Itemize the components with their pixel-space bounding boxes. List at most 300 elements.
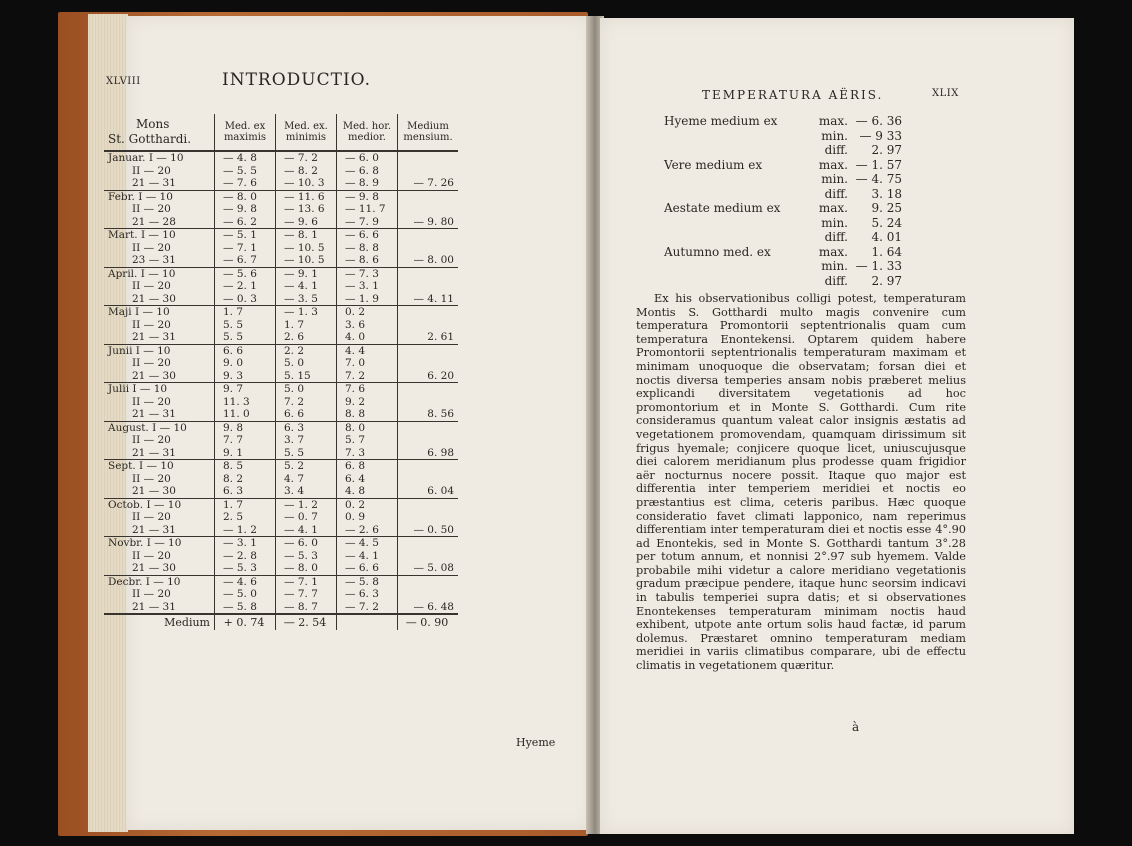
period-cell bbox=[104, 447, 215, 460]
summary-med bbox=[337, 614, 398, 630]
table-row bbox=[104, 537, 458, 550]
period-cell bbox=[104, 601, 215, 615]
med-cell: — 7. 9 bbox=[337, 216, 398, 229]
period-cell bbox=[104, 575, 215, 588]
season-value: 4. 01 bbox=[871, 230, 902, 244]
period-text: II — 20 bbox=[132, 164, 171, 177]
table-row bbox=[104, 280, 458, 293]
period-cell bbox=[104, 485, 215, 498]
season-row bbox=[664, 216, 902, 231]
max-cell: — 3. 1 bbox=[215, 537, 276, 550]
min-cell: — 9. 6 bbox=[276, 216, 337, 229]
station-line-1: Mons bbox=[136, 117, 170, 131]
table-row bbox=[104, 575, 458, 588]
max-cell: — 4. 6 bbox=[215, 575, 276, 588]
period-cell bbox=[104, 511, 215, 524]
left-running-head: INTRODUCTIO. bbox=[222, 70, 372, 90]
season-label bbox=[664, 259, 802, 274]
station-line-2: St. Gotthardi. bbox=[108, 132, 192, 146]
month-name: Sept. bbox=[108, 460, 136, 472]
period-text: I — 10 bbox=[146, 537, 182, 549]
table-header-row bbox=[104, 114, 458, 151]
period-cell bbox=[104, 537, 215, 550]
max-cell: 9. 7 bbox=[215, 383, 276, 396]
min-cell: — 6. 0 bbox=[276, 537, 337, 550]
col-header-med: Med. hor. medior. bbox=[337, 114, 398, 151]
season-value: — 4. 75 bbox=[855, 172, 902, 186]
mensium-cell bbox=[398, 550, 459, 563]
med-cell: 0. 2 bbox=[337, 498, 398, 511]
min-cell: 6. 6 bbox=[276, 408, 337, 421]
summary-row bbox=[104, 614, 458, 630]
season-row bbox=[664, 187, 902, 202]
mensium-cell bbox=[398, 357, 459, 370]
season-label bbox=[664, 274, 802, 289]
max-cell: — 7. 6 bbox=[215, 177, 276, 190]
min-cell: 7. 2 bbox=[276, 396, 337, 409]
mensium-cell bbox=[398, 473, 459, 486]
table-row bbox=[104, 242, 458, 255]
max-cell: 8. 5 bbox=[215, 460, 276, 473]
mensium-cell: 8. 56 bbox=[398, 408, 459, 421]
month-name: Octob. bbox=[108, 498, 144, 511]
med-cell: 3. 6 bbox=[337, 319, 398, 332]
med-cell: 7. 6 bbox=[337, 383, 398, 396]
max-cell: 1. 7 bbox=[215, 498, 276, 511]
season-label: Autumno med. ex bbox=[664, 244, 771, 259]
max-cell: — 9. 8 bbox=[215, 203, 276, 216]
month-name: April. bbox=[108, 267, 138, 280]
period-text: 21 — 31 bbox=[132, 408, 176, 420]
med-cell: — 4. 5 bbox=[337, 537, 398, 550]
period-text: II — 20 bbox=[132, 511, 171, 523]
max-cell: — 5. 3 bbox=[215, 562, 276, 575]
period-text: 21 — 30 bbox=[132, 369, 176, 382]
month-name: Mart. bbox=[108, 229, 138, 241]
summary-min: — 2. 54 bbox=[276, 614, 337, 630]
period-cell bbox=[104, 229, 215, 242]
mensium-cell bbox=[398, 511, 459, 524]
season-value: — 6. 36 bbox=[855, 114, 902, 128]
med-cell: — 6. 0 bbox=[337, 151, 398, 165]
max-cell: — 5. 0 bbox=[215, 588, 276, 601]
period-cell bbox=[104, 524, 215, 537]
mensium-cell: 6. 20 bbox=[398, 370, 459, 383]
max-cell: 5. 5 bbox=[215, 331, 276, 344]
med-cell: 4. 0 bbox=[337, 331, 398, 344]
min-cell: — 8. 2 bbox=[276, 165, 337, 178]
min-cell: — 10. 5 bbox=[276, 242, 337, 255]
col-header-min: Med. ex. minimis bbox=[276, 114, 337, 151]
season-row bbox=[664, 259, 902, 274]
period-text: I — 10 bbox=[140, 267, 176, 280]
season-label bbox=[664, 129, 802, 144]
period-cell bbox=[104, 151, 215, 165]
mensium-cell bbox=[398, 203, 459, 216]
table-body bbox=[104, 151, 458, 630]
period-cell bbox=[104, 331, 215, 344]
table-row bbox=[104, 511, 458, 524]
med-cell: 8. 8 bbox=[337, 408, 398, 421]
table-row bbox=[104, 151, 458, 165]
season-label: Vere medium ex bbox=[664, 157, 763, 172]
month-name: Febr. bbox=[108, 190, 135, 203]
month-name: Maji bbox=[108, 306, 132, 318]
season-row bbox=[664, 230, 902, 245]
period-cell bbox=[104, 473, 215, 486]
table-row bbox=[104, 254, 458, 267]
mensium-cell: 6. 04 bbox=[398, 485, 459, 498]
season-kind: max. bbox=[818, 114, 848, 128]
month-name: Junii bbox=[108, 344, 133, 357]
mensium-cell: — 9. 80 bbox=[398, 216, 459, 229]
table-row bbox=[104, 588, 458, 601]
left-folio: XLVIII bbox=[106, 76, 141, 87]
max-cell: 6. 3 bbox=[215, 485, 276, 498]
season-kind: max. bbox=[818, 157, 848, 172]
med-cell: — 2. 6 bbox=[337, 524, 398, 537]
mensium-cell bbox=[398, 319, 459, 332]
season-temperature-list bbox=[664, 114, 902, 288]
period-text: II — 20 bbox=[132, 434, 171, 446]
min-cell: 4. 7 bbox=[276, 473, 337, 486]
min-cell: 5. 15 bbox=[276, 370, 337, 383]
min-cell: — 8. 0 bbox=[276, 562, 337, 575]
min-cell: — 7. 1 bbox=[276, 575, 337, 588]
season-label bbox=[664, 216, 802, 231]
min-cell: 1. 7 bbox=[276, 319, 337, 332]
period-cell bbox=[104, 344, 215, 357]
period-cell bbox=[104, 396, 215, 409]
mensium-cell: — 0. 50 bbox=[398, 524, 459, 537]
max-cell: 1. 7 bbox=[215, 306, 276, 319]
min-cell: 5. 0 bbox=[276, 357, 337, 370]
med-cell: 0. 2 bbox=[337, 306, 398, 319]
period-text: 21 — 30 bbox=[132, 292, 176, 305]
table-row bbox=[104, 177, 458, 190]
period-text: II — 20 bbox=[132, 318, 171, 331]
period-cell bbox=[104, 165, 215, 178]
table-row bbox=[104, 447, 458, 460]
period-text: 21 — 30 bbox=[132, 485, 176, 497]
max-cell: 9. 8 bbox=[215, 421, 276, 434]
mensium-cell bbox=[398, 280, 459, 293]
period-text: II — 20 bbox=[132, 357, 171, 369]
season-label bbox=[664, 143, 802, 158]
med-cell: 7. 2 bbox=[337, 370, 398, 383]
summary-mensium: — 0. 90 bbox=[398, 614, 459, 630]
med-cell: 0. 9 bbox=[337, 511, 398, 524]
mensium-cell: — 5. 08 bbox=[398, 562, 459, 575]
max-cell: — 5. 6 bbox=[215, 267, 276, 280]
max-cell: 9. 0 bbox=[215, 357, 276, 370]
month-name: Julii bbox=[108, 383, 130, 395]
period-text: I — 10 bbox=[139, 460, 174, 472]
period-cell bbox=[104, 267, 215, 280]
mensium-cell bbox=[398, 165, 459, 178]
table-row bbox=[104, 216, 458, 229]
max-cell: 11. 0 bbox=[215, 408, 276, 421]
period-text: II — 20 bbox=[132, 203, 171, 215]
min-cell: — 4. 1 bbox=[276, 280, 337, 293]
period-text: 21 — 31 bbox=[132, 177, 176, 189]
catchword: Hyeme bbox=[516, 736, 556, 749]
table-row bbox=[104, 550, 458, 563]
season-label bbox=[664, 187, 802, 202]
season-kind: diff. bbox=[824, 143, 848, 157]
max-cell: — 2. 8 bbox=[215, 550, 276, 563]
max-cell: — 0. 3 bbox=[215, 293, 276, 306]
season-kind: min. bbox=[821, 172, 848, 186]
table-row bbox=[104, 485, 458, 498]
max-cell: — 5. 8 bbox=[215, 601, 276, 615]
month-name: August. bbox=[108, 421, 149, 434]
period-text: 21 — 31 bbox=[132, 331, 176, 343]
period-text: I — 10 bbox=[148, 152, 184, 164]
med-cell: 6. 4 bbox=[337, 473, 398, 486]
max-cell: — 2. 1 bbox=[215, 280, 276, 293]
season-label: Hyeme medium ex bbox=[664, 114, 778, 128]
min-cell: 2. 2 bbox=[276, 344, 337, 357]
mensium-cell bbox=[398, 151, 459, 165]
med-cell: — 7. 2 bbox=[337, 601, 398, 615]
mensium-cell bbox=[398, 460, 459, 473]
min-cell: — 8. 7 bbox=[276, 601, 337, 615]
period-cell bbox=[104, 370, 215, 383]
period-cell bbox=[104, 306, 215, 319]
mensium-cell: 2. 61 bbox=[398, 331, 459, 344]
period-text: II — 20 bbox=[132, 241, 171, 254]
period-cell bbox=[104, 434, 215, 447]
period-text: 21 — 31 bbox=[132, 523, 176, 536]
med-cell: — 6. 6 bbox=[337, 229, 398, 242]
max-cell: — 4. 8 bbox=[215, 151, 276, 165]
period-cell bbox=[104, 383, 215, 396]
table-row bbox=[104, 473, 458, 486]
period-text: I — 10 bbox=[134, 306, 170, 318]
period-cell bbox=[104, 562, 215, 575]
max-cell: — 7. 1 bbox=[215, 242, 276, 255]
max-cell: — 5. 1 bbox=[215, 229, 276, 242]
season-value: — 9 33 bbox=[859, 128, 902, 143]
table-row bbox=[104, 319, 458, 332]
period-text: 21 — 30 bbox=[132, 562, 176, 574]
season-kind: diff. bbox=[824, 273, 848, 288]
med-cell: — 7. 3 bbox=[337, 267, 398, 280]
med-cell: 8. 0 bbox=[337, 421, 398, 434]
right-running-head: TEMPERATURA AËRIS. bbox=[702, 88, 884, 102]
med-cell: — 8. 9 bbox=[337, 177, 398, 190]
period-text: I — 10 bbox=[146, 498, 182, 511]
period-text: II — 20 bbox=[132, 280, 171, 292]
min-cell: — 10. 3 bbox=[276, 177, 337, 190]
med-cell: — 3. 1 bbox=[337, 280, 398, 293]
med-cell: 7. 3 bbox=[337, 447, 398, 460]
period-text: I — 10 bbox=[132, 383, 168, 395]
mensium-cell bbox=[398, 190, 459, 203]
period-cell bbox=[104, 177, 215, 190]
season-row bbox=[664, 129, 902, 144]
max-cell: 9. 3 bbox=[215, 370, 276, 383]
mensium-cell bbox=[398, 575, 459, 588]
season-kind: min. bbox=[821, 259, 848, 273]
table-row bbox=[104, 421, 458, 434]
table-row bbox=[104, 460, 458, 473]
season-value: 3. 18 bbox=[871, 186, 902, 201]
table-row bbox=[104, 434, 458, 447]
min-cell: 6. 3 bbox=[276, 421, 337, 434]
mensium-cell bbox=[398, 498, 459, 511]
table-row bbox=[104, 344, 458, 357]
table-row bbox=[104, 396, 458, 409]
right-folio: XLIX bbox=[932, 88, 959, 99]
period-text: I — 10 bbox=[145, 575, 181, 588]
table-row bbox=[104, 190, 458, 203]
table-row bbox=[104, 601, 458, 615]
season-value: 1. 64 bbox=[871, 244, 902, 259]
season-value: 2. 97 bbox=[871, 143, 902, 157]
min-cell: 5. 5 bbox=[276, 447, 337, 460]
period-text: 21 — 31 bbox=[132, 600, 176, 613]
min-cell: 2. 6 bbox=[276, 331, 337, 344]
min-cell: 3. 7 bbox=[276, 434, 337, 447]
period-cell bbox=[104, 421, 215, 434]
period-cell bbox=[104, 242, 215, 255]
med-cell: — 1. 9 bbox=[337, 293, 398, 306]
med-cell: — 6. 3 bbox=[337, 588, 398, 601]
max-cell: 6. 6 bbox=[215, 344, 276, 357]
season-row bbox=[664, 274, 902, 289]
period-cell bbox=[104, 460, 215, 473]
min-cell: — 9. 1 bbox=[276, 267, 337, 280]
season-kind: min. bbox=[821, 215, 848, 230]
table-row bbox=[104, 524, 458, 537]
table-row bbox=[104, 229, 458, 242]
mensium-cell bbox=[398, 229, 459, 242]
period-text: 23 — 31 bbox=[132, 254, 176, 266]
mensium-cell: — 4. 11 bbox=[398, 293, 459, 306]
period-text: II — 20 bbox=[132, 549, 171, 562]
season-row bbox=[664, 172, 902, 187]
table-row bbox=[104, 331, 458, 344]
med-cell: 6. 8 bbox=[337, 460, 398, 473]
season-kind: diff. bbox=[824, 186, 848, 201]
season-row bbox=[664, 143, 902, 158]
mensium-cell bbox=[398, 383, 459, 396]
period-text: I — 10 bbox=[152, 421, 187, 434]
mensium-cell bbox=[398, 537, 459, 550]
min-cell: — 13. 6 bbox=[276, 203, 337, 216]
station-header bbox=[104, 114, 215, 151]
mensium-cell: — 6. 48 bbox=[398, 601, 459, 615]
med-cell: — 6. 8 bbox=[337, 165, 398, 178]
body-paragraph: Ex his observationibus colligi potest, temperaturam Montis S. Gotthardi multo magis convenire cum temperatura Promontorii septentrionalis quam cum temperatura Enontekensi. Optarem quidem habere Promontorii septentrionalis temperaturam maximam et minimam unoquoque die observatam; forsan diei et noctis diversa temperies ansam nobis præberet melius explicandi diversitatem vegetationis ad hoc promontorium et in Monte S. Gotthardi. Cum rite consideramus quantum valeat calor insignis æstatis ad vegetationem promovendam, quamquam dirissimum sit frigus hyemale; conjicere quoque licet, uniuscujusque diei calorem meridianum plus prodesse quam frigidior aër nocturnus nocere possit. Itaque quo major est differentia inter temperiem meridiei et noctis eo præstantius est clima, ceteris paribus. Hæc quoque consideratio favet climati lapponico, nam reperimus differentiam inter temperaturam diei et noctis esse 4°.90 ad Enontekis, sed in Monte S. Gotthardi tantum 3°.28 per totum annum, et nonnisi 2°.97 sub hyemem. Valde probabile mihi videtur a calore meridiano vegetationis gradum præcipue pendere, itaque hunc seorsim indicavi in tabulis temperiei supra datis; et si observationes Enontekenses temperaturam minimam noctis haud exhibent, utpote ante ortum solis haud factæ, id parum dolemus. Præstaret omnino temperaturam mediam meridiei in variis climatibus comparare, ubi de effectu climatis in vegetationem quæritur. bbox=[636, 292, 966, 673]
mensium-cell: 6. 98 bbox=[398, 447, 459, 460]
period-cell bbox=[104, 280, 215, 293]
max-cell: — 1. 2 bbox=[215, 524, 276, 537]
mensium-cell: — 7. 26 bbox=[398, 177, 459, 190]
col-header-mensium: Medium mensium. bbox=[398, 114, 459, 151]
max-cell: 5. 5 bbox=[215, 319, 276, 332]
period-cell bbox=[104, 254, 215, 267]
period-cell bbox=[104, 203, 215, 216]
med-cell: — 9. 8 bbox=[337, 190, 398, 203]
table-row bbox=[104, 203, 458, 216]
med-cell: 7. 0 bbox=[337, 357, 398, 370]
season-value: — 1. 57 bbox=[855, 157, 902, 172]
month-name: Decbr. bbox=[108, 575, 143, 588]
table-row bbox=[104, 267, 458, 280]
summary-label: Medium bbox=[104, 614, 215, 630]
period-text: I — 10 bbox=[135, 344, 171, 357]
mensium-cell bbox=[398, 267, 459, 280]
period-text: II — 20 bbox=[132, 472, 171, 485]
period-cell bbox=[104, 319, 215, 332]
season-label bbox=[664, 230, 802, 245]
max-cell: — 5. 5 bbox=[215, 165, 276, 178]
max-cell: 2. 5 bbox=[215, 511, 276, 524]
season-value: 2. 97 bbox=[871, 273, 902, 288]
mensium-cell bbox=[398, 396, 459, 409]
med-cell: — 8. 8 bbox=[337, 242, 398, 255]
mensium-cell: — 8. 00 bbox=[398, 254, 459, 267]
period-text: I — 10 bbox=[140, 229, 176, 241]
season-row bbox=[664, 245, 902, 260]
period-text: I — 10 bbox=[138, 190, 173, 203]
min-cell: 3. 4 bbox=[276, 485, 337, 498]
month-name: Novbr. bbox=[108, 537, 144, 549]
summary-max: + 0. 74 bbox=[215, 614, 276, 630]
season-row bbox=[664, 114, 902, 129]
col-header-max: Med. ex maximis bbox=[215, 114, 276, 151]
min-cell: — 1. 3 bbox=[276, 306, 337, 319]
table-row bbox=[104, 408, 458, 421]
period-cell bbox=[104, 550, 215, 563]
med-cell: — 11. 7 bbox=[337, 203, 398, 216]
med-cell: — 6. 6 bbox=[337, 562, 398, 575]
season-value: — 1. 33 bbox=[855, 259, 902, 273]
season-row bbox=[664, 158, 902, 173]
period-cell bbox=[104, 498, 215, 511]
med-cell: — 4. 1 bbox=[337, 550, 398, 563]
min-cell: — 5. 3 bbox=[276, 550, 337, 563]
max-cell: 8. 2 bbox=[215, 473, 276, 486]
season-value: 9. 25 bbox=[871, 201, 902, 215]
mensium-cell bbox=[398, 242, 459, 255]
min-cell: — 11. 6 bbox=[276, 190, 337, 203]
min-cell: 5. 2 bbox=[276, 460, 337, 473]
period-cell bbox=[104, 588, 215, 601]
med-cell: 5. 7 bbox=[337, 434, 398, 447]
max-cell: 11. 3 bbox=[215, 396, 276, 409]
med-cell: — 5. 8 bbox=[337, 575, 398, 588]
table-row bbox=[104, 383, 458, 396]
signature-mark: à bbox=[852, 720, 860, 734]
season-label: Aestate medium ex bbox=[664, 201, 781, 215]
season-label bbox=[664, 172, 802, 187]
table-row bbox=[104, 357, 458, 370]
table-row bbox=[104, 562, 458, 575]
period-cell bbox=[104, 216, 215, 229]
min-cell: — 3. 5 bbox=[276, 293, 337, 306]
max-cell: — 8. 0 bbox=[215, 190, 276, 203]
period-cell bbox=[104, 357, 215, 370]
period-text: 21 — 31 bbox=[132, 446, 176, 459]
min-cell: — 8. 1 bbox=[276, 229, 337, 242]
temperature-table bbox=[104, 114, 458, 630]
period-text: II — 20 bbox=[132, 588, 171, 600]
max-cell: 7. 7 bbox=[215, 434, 276, 447]
